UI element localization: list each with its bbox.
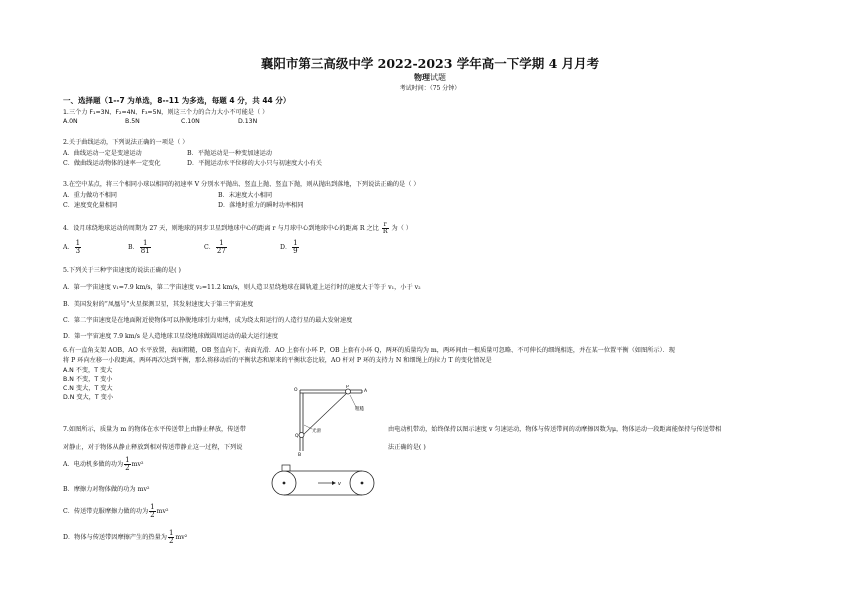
q6-option-b: B.N 不变，T 变小	[63, 376, 113, 383]
q5-stem: 5.下列关于三种宇宙速度的说法正确的是( )	[63, 267, 181, 274]
q2-option-b: B．平抛运动是一种变加速运动	[187, 150, 272, 157]
q7-option-a-text: A．电动机多做的功为	[63, 461, 124, 468]
q7-option-c-num: 1	[150, 503, 155, 511]
q2-option-a: A．曲线运动一定是变速运动	[63, 150, 142, 157]
subject-suffix: 试题	[430, 73, 446, 82]
q1-option-c: C.10N	[181, 118, 200, 125]
q3-option-c: C．速度变化量相同	[63, 202, 118, 209]
q4-option-c-den: 27	[216, 247, 226, 255]
q7-option-c-text: C．传送带克服摩擦力做的功为	[63, 508, 149, 515]
q4-option-d-frac	[292, 240, 298, 255]
q4-option-d-den: 9	[293, 247, 298, 255]
block-m	[282, 465, 290, 471]
q3-option-d: D．落地时重力的瞬时功率相同	[218, 202, 304, 209]
rope	[303, 392, 348, 435]
q7-left-line2: 对静止，对于物体从静止释放到相对传送带静止这一过程，下列说	[63, 444, 243, 451]
q7-option-c-den: 2	[150, 511, 155, 519]
label-q: Q	[295, 434, 299, 439]
q4-stem-end: 为（ ）	[391, 225, 412, 233]
q7-option-a-den: 2	[125, 464, 130, 472]
q7-option-d-mv2: mv²	[175, 534, 188, 541]
q7-option-a	[63, 457, 143, 472]
q7-option-d	[63, 530, 187, 545]
label-rough: 粗糙	[355, 407, 364, 412]
q4-option-c-frac	[216, 240, 227, 255]
q4-option-a-label: A．	[63, 244, 74, 251]
q7-left-line1: 7.如图所示，质量为 m 的物体在水平传送带上由静止释放，传送带	[63, 426, 246, 433]
vertical-rod-ob	[300, 390, 303, 451]
q4-option-d-num: 1	[293, 239, 298, 247]
q4-option-d-label: D．	[280, 244, 292, 251]
q6-option-a: A.N 不变，T 变大	[63, 367, 113, 374]
horizontal-rod-ao	[300, 390, 362, 393]
label-o: O	[294, 388, 298, 393]
q2-stem: 2.关于曲线运动，下列说法正确的一项是（ ）	[63, 139, 189, 146]
q4-ratio-den: R	[382, 228, 388, 236]
q2-option-d: D．平抛运动水平位移的大小只与初速度大小有关	[187, 160, 322, 167]
q1-stem: 1.三个力 F₁=3N、F₂=4N、F₃=5N，则这三个力的合力大小不可能是（ ）	[63, 109, 269, 116]
q4-option-b-num: 1	[140, 240, 151, 248]
q4-ratio	[382, 222, 389, 235]
q5-option-c: C．第二宇宙速度是在地面附近使物体可以挣脱地球引力束缚，成为绕太阳运行的人造行星的最大发射速度	[63, 317, 353, 324]
q1-option-b: B.5N	[125, 118, 140, 125]
q5-option-b: B．美国发射的“凤凰号”火星探测卫星，其发射速度大于第三宇宙速度	[63, 301, 254, 308]
q4-option-d	[280, 240, 300, 255]
q7-option-c-frac	[149, 504, 155, 519]
label-v: v	[338, 481, 341, 487]
q4-option-b	[128, 240, 152, 255]
ring-q	[299, 433, 304, 438]
q6-option-d: D.N 变大，T 变小	[63, 394, 114, 401]
q1-option-a: A.0N	[63, 118, 78, 125]
q4-option-c-num: 1	[216, 240, 227, 248]
label-p: P	[346, 385, 349, 390]
q3-stem: 3.在空中某点，将三个相同小球以相同的初速率 V 分别水平抛出、竖直上抛、竖直下抛，则从抛出到落地，下列说法正确的是（ ）	[63, 181, 420, 188]
q7-option-d-frac	[168, 530, 174, 545]
q3-option-b: B．末速度大小相同	[218, 192, 273, 199]
q5-option-a: A．第一宇宙速度 v₁=7.9 km/s，第二宇宙速度 v₂=11.2 km/s，则人造卫星绕地球在圆轨道上运行时的速度大于等于 v₁，小于 v₂	[63, 284, 421, 291]
q4-option-c	[204, 240, 228, 255]
label-a: A	[364, 389, 368, 394]
q7-option-c	[63, 504, 168, 519]
exam-title: 襄阳市第三高级中学 2022-2023 学年高一下学期 4 月月考	[260, 56, 600, 71]
q6-option-c: C.N 变大，T 变大	[63, 385, 113, 392]
q4-option-b-den: 81	[140, 247, 150, 255]
q7-option-b: B．摩擦力对物体做的功为 mv²	[63, 486, 150, 493]
smooth-pointer	[304, 425, 312, 429]
q7-option-a-frac	[124, 457, 130, 472]
q5-option-d: D．第一宇宙速度 7.9 km/s 是人造地球卫星绕地球做圆周运动的最大运行速度	[63, 333, 279, 340]
q4-option-a	[63, 240, 82, 255]
q4-ratio-num: r	[383, 221, 387, 228]
q7-option-d-text: D．物体与传送带因摩擦产生的热量为	[63, 534, 167, 541]
subject-name: 物理	[414, 72, 430, 82]
q4-option-c-label: C．	[204, 244, 215, 251]
q4-stem	[63, 222, 412, 235]
velocity-arrow	[318, 481, 336, 485]
section-heading: 一、选择题（1--7 为单选，8--11 为多选，每题 4 分，共 44 分）	[63, 96, 291, 105]
q7-option-a-num: 1	[125, 456, 130, 464]
q7-option-d-den: 2	[168, 537, 174, 545]
q6-line2: 将 P 环向左移一小段距离，两环再次达到平衡，那么将移动后的平衡状态和原来的平衡状态比较，AO 杆对 P 环的支持力 N 和细绳上的拉力 T 的变化情况是	[63, 357, 492, 364]
q1-option-d: D.13N	[238, 118, 258, 125]
q7-option-c-mv2: mv²	[156, 508, 169, 515]
q4-option-b-frac	[140, 240, 151, 255]
q6-figure	[290, 385, 380, 457]
exam-subject	[0, 72, 860, 83]
q4-option-a-den: 3	[75, 247, 81, 255]
rough-pointer	[350, 395, 356, 407]
q4-option-a-frac	[75, 240, 81, 255]
q4-option-a-num: 1	[75, 239, 81, 247]
q2-option-c: C．做曲线运动物体的速率一定变化	[63, 160, 161, 167]
label-b: B	[298, 453, 302, 457]
q7-right-line2: 法正确的是( )	[388, 444, 426, 451]
q7-figure	[268, 464, 378, 500]
label-smooth: 光滑	[312, 429, 321, 434]
q7-option-d-num: 1	[168, 529, 174, 537]
q7-option-a-mv2: mv²	[131, 461, 144, 468]
q6-line1: 6.有一直角支架 AOB，AO 水平放置，表面粗糙，OB 竖直向下，表面光滑．AO 上套有小环 P，OB 上套有小环 Q，两环的质量均为 m，两环间由一根质量可忽略、不可伸长的细绳相连，并在某一位置平衡（如图所示）．现	[63, 347, 675, 354]
q4-option-b-label: B．	[128, 244, 139, 251]
q4-stem-text: 4．设月球绕地球运动的周期为 27 天，则地球的同步卫星到地球中心的距离 r 与月球中心到地球中心的距离 R 之比	[63, 225, 379, 233]
q7-right-line1: 由电动机带动，始终保持以图示速度 v 匀速运动，物体与传送带间的动摩擦因数为μ，物体运动一段距离能保持与传送带相	[388, 426, 722, 433]
exam-time: 考试时间：（75 分钟）	[399, 85, 461, 92]
q3-option-a: A．重力做功不相同	[63, 192, 117, 199]
